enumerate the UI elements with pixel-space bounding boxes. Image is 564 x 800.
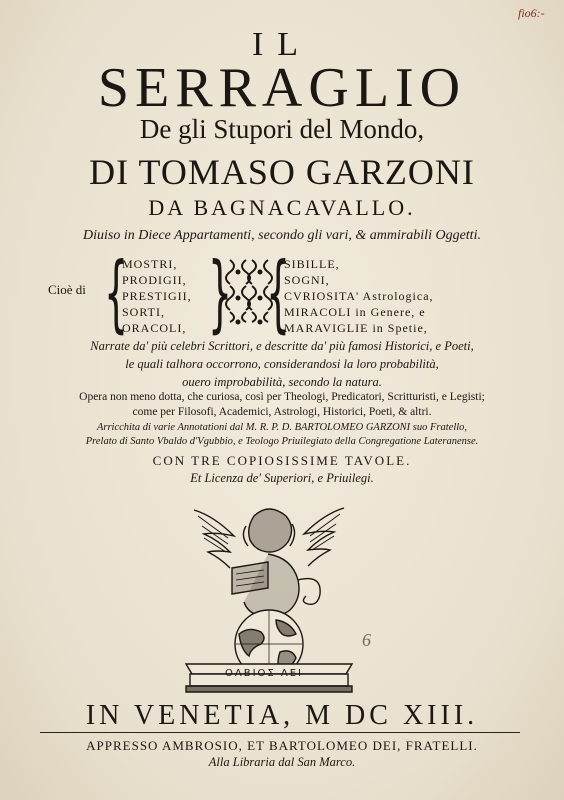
list-item: SOGNI,	[284, 273, 330, 287]
right-brace-2: {	[266, 244, 291, 342]
narrate-block	[0, 337, 564, 391]
imprint-place-date: IN VENETIA, M DC XIII.	[85, 700, 479, 731]
text-line: Prelato di Santo Vbaldo d'Vgubbio, e Teologo Priuilegiato della Congregatione Lateranense.	[85, 436, 479, 447]
imprint-printer: APPRESSO AMBROSIO, ET BARTOLOMEO DEI, FRATELLI.	[86, 738, 478, 753]
tavole-line: CON TRE COPIOSISSIME TAVOLE.	[152, 453, 412, 468]
imprint-rule	[40, 732, 520, 733]
list-item: MOSTRI,	[122, 257, 178, 271]
text-line: le quali talhora occorrono, considerandosi la loro probabilità,	[125, 357, 439, 371]
left-brace: {	[104, 244, 129, 342]
author-origin: DA BAGNACAVALLO.	[148, 195, 416, 220]
right-brace-1: }	[208, 244, 233, 342]
title-subtitle: De gli Stupori del Mondo,	[139, 114, 425, 144]
list-item: CVRIOSITA' Astrologica,	[284, 289, 434, 303]
handwritten-number: 6	[362, 630, 371, 650]
author-name: DI TOMASO GARZONI	[89, 152, 475, 192]
list-item: MARAVIGLIE in Spetie,	[284, 321, 428, 335]
list-item: SIBILLE,	[284, 257, 340, 271]
list-item: MIRACOLI in Genere, e	[284, 305, 426, 319]
licenza-line: Et Licenza de' Superiori, e Priuilegi.	[190, 471, 374, 485]
text-line: ouero improbabilità, secondo la natura.	[182, 375, 382, 389]
opera-block	[0, 390, 564, 420]
title-serraglio: SERRAGLIO	[97, 57, 467, 119]
text-line: come per Filosofi, Academici, Astrologi, Historici, Poeti, & altri.	[132, 406, 432, 418]
cioe-label: Cioè di	[48, 282, 86, 297]
text-line: Arricchita di varie Annotationi dal M. R. P. D. BARTOLOMEO GARZONI suo Fratello,	[96, 422, 468, 433]
list-item: PRESTIGII,	[122, 289, 192, 303]
text-line: Opera non meno dotta, che curiosa, così per Theologi, Predicatori, Scritturisti, e Legisti;	[79, 391, 485, 403]
list-item: PRODIGII,	[122, 273, 187, 287]
text-line: Narrate da' più celebri Scrittori, e descritte da' più famosi Historici, e Poeti,	[90, 339, 474, 353]
divided-line: Diuiso in Diece Appartamenti, secondo gli vari, & ammirabili Oggetti.	[83, 228, 481, 243]
title-il: IL	[251, 26, 313, 63]
list-item: SORTI,	[122, 305, 165, 319]
imprint-shop: Alla Libraria dal San Marco.	[208, 755, 356, 769]
list-item: ORACOLI,	[122, 321, 187, 335]
left-list	[122, 256, 192, 336]
margin-note: fio6:-	[518, 6, 545, 20]
emblem-motto: ΟΛΒΙΟΣ ΑΕΙ	[225, 668, 303, 679]
arricchita-block	[0, 421, 564, 449]
right-list	[284, 256, 434, 336]
